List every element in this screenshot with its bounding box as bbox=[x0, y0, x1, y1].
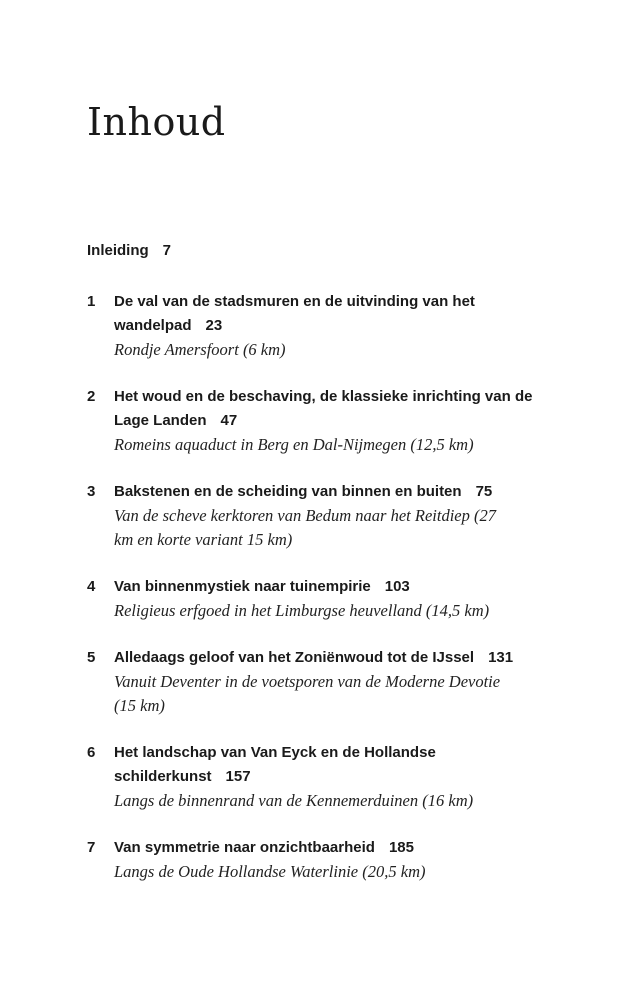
chapter-page-number: 23 bbox=[205, 317, 223, 334]
intro-page-number: 7 bbox=[162, 242, 172, 259]
chapter-number: 1 bbox=[87, 293, 96, 310]
intro-label: Inleiding bbox=[87, 242, 149, 259]
chapter-number: 2 bbox=[87, 388, 96, 405]
walk-description: Religieus erfgoed in het Limburgse heuvelland (14,5 km) bbox=[114, 601, 490, 620]
chapter-title-line bbox=[114, 646, 547, 670]
walk-description: Langs de binnenrand van de Kennemerduinen (16 km) bbox=[114, 791, 474, 810]
chapter-title: Alledaags geloof van het Zoniënwoud tot de IJssel bbox=[114, 649, 475, 666]
chapter-entry bbox=[87, 646, 547, 718]
chapter-title: Van symmetrie naar onzichtbaarheid bbox=[114, 839, 375, 856]
toc-intro bbox=[87, 242, 171, 259]
walk-description: Van de scheve kerktoren van Bedum naar het Reitdiep (27 km en korte variant 15 km) bbox=[114, 506, 496, 549]
chapter-title: De val van de stadsmuren en de uitvinding van het wandelpad bbox=[114, 293, 475, 334]
chapter-page-number: 75 bbox=[475, 483, 493, 500]
chapter-entry bbox=[87, 385, 547, 457]
chapter-entry bbox=[87, 836, 547, 884]
chapter-page-number: 47 bbox=[220, 412, 238, 429]
chapter-title: Het woud en de beschaving, de klassieke inrichting van de Lage Landen bbox=[114, 388, 533, 429]
chapter-page-number: 131 bbox=[488, 649, 514, 666]
chapter-title-line bbox=[114, 290, 547, 338]
walk-description: Langs de Oude Hollandse Waterlinie (20,5 km) bbox=[114, 862, 426, 881]
walk-description: Rondje Amersfoort (6 km) bbox=[114, 340, 286, 359]
chapter-number: 5 bbox=[87, 649, 96, 666]
chapter-number: 7 bbox=[87, 839, 96, 856]
chapter-title: Het landschap van Van Eyck en de Hollandse schilderkunst bbox=[114, 744, 436, 785]
chapter-title-line bbox=[114, 480, 547, 504]
chapter-title-line bbox=[114, 385, 547, 433]
chapter-title: Van binnenmystiek naar tuinempirie bbox=[114, 578, 371, 595]
chapter-page-number: 157 bbox=[225, 768, 251, 785]
chapter-page-number: 103 bbox=[384, 578, 410, 595]
page-title: Inhoud bbox=[87, 100, 226, 144]
chapter-title-line bbox=[114, 575, 547, 599]
chapter-title-line bbox=[114, 836, 547, 860]
chapter-number: 3 bbox=[87, 483, 96, 500]
chapter-number: 6 bbox=[87, 744, 96, 761]
chapter-entry bbox=[87, 575, 547, 623]
walk-description: Romeins aquaduct in Berg en Dal-Nijmegen (12,5 km) bbox=[114, 435, 474, 454]
chapter-entry bbox=[87, 741, 547, 813]
chapter-list bbox=[87, 290, 547, 907]
chapter-page-number: 185 bbox=[388, 839, 414, 856]
chapter-entry bbox=[87, 290, 547, 362]
chapter-entry bbox=[87, 480, 547, 552]
chapter-number: 4 bbox=[87, 578, 96, 595]
chapter-title: Bakstenen en de scheiding van binnen en buiten bbox=[114, 483, 462, 500]
walk-description: Vanuit Deventer in de voetsporen van de Moderne Devotie (15 km) bbox=[114, 672, 501, 715]
chapter-title-line bbox=[114, 741, 444, 789]
